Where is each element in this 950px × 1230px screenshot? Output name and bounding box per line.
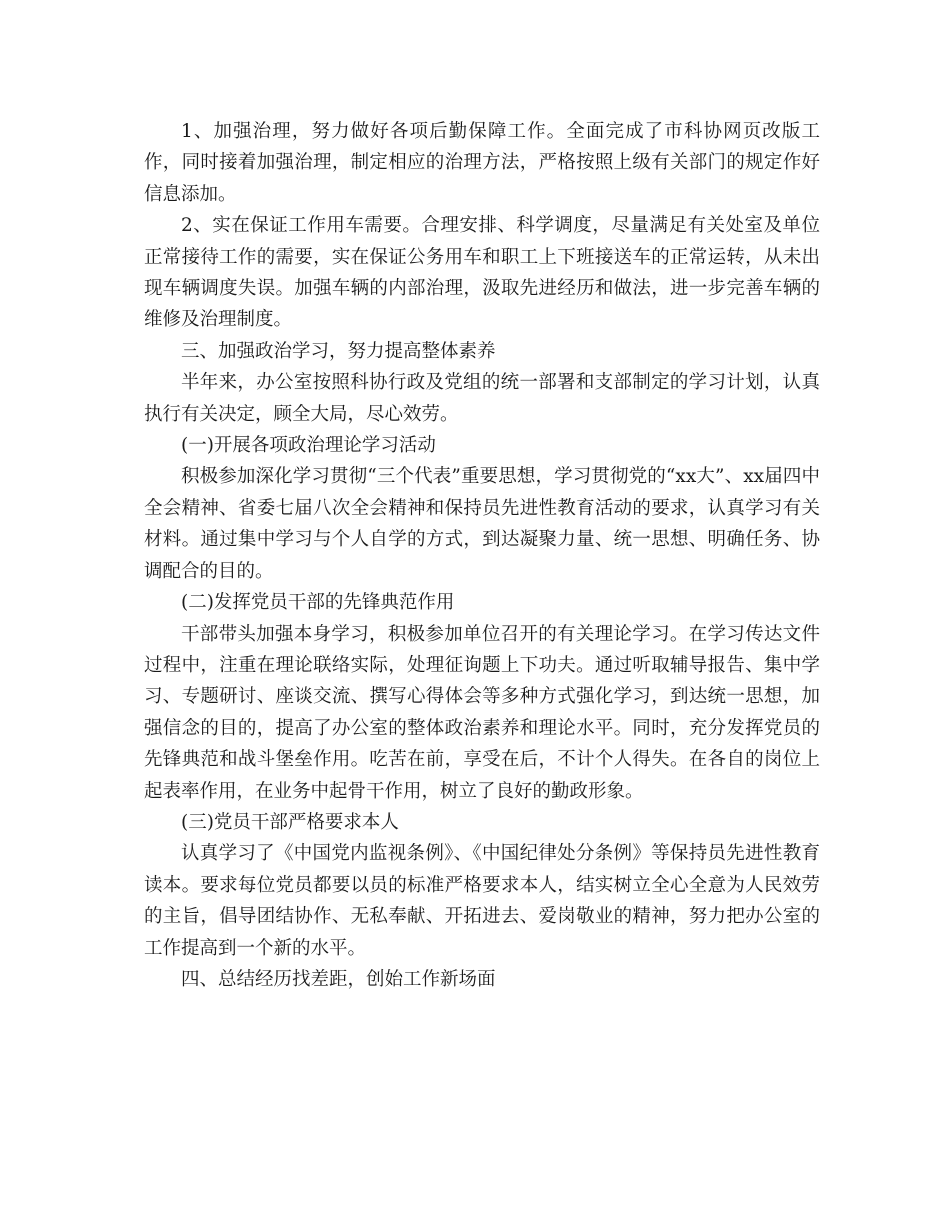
paragraph-vehicles: 2、实在保证工作用车需要。合理安排、科学调度，尽量满足有关处室及单位正常接待工作的需要，实在保证公务用车和职工上下班接送车的正常运转，从未出现车辆调度失误。加强车辆的内部治理，汲取先进经历和做法，进一步完善车辆的维修及治理制度。: [144, 215, 820, 331]
subheading-vanguard: (二)发挥党员干部的先锋典范作用: [181, 592, 455, 614]
paragraph-half-year: 半年来，办公室按照科协行政及党组的统一部署和支部制定的学习计划，认真执行有关决定，顾全大局，尽心效劳。: [144, 372, 820, 425]
paragraph-strict-requirements: 认真学习了《中国党内监视条例》、《中国纪律处分条例》等保持员先进性教育读本。要求每位党员都要以员的标准严格要求本人，结实树立全心全意为人民效劳的主旨，倡导团结协作、无私奉献、开拓进去、爱岗敬业的精神，努力把办公室的工作提高到一个新的水平。: [144, 843, 820, 959]
subheading-theory-study: (一)开展各项政治理论学习活动: [181, 435, 436, 457]
paragraph-logistics: 1、加强治理，努力做好各项后勤保障工作。全面完成了市科协网页改版工作，同时接着加强治理，制定相应的治理方法，严格按照上级有关部门的规定作好信息添加。: [144, 121, 820, 205]
section-heading-political-study: 三、加强政治学习，努力提高整体素养: [181, 340, 496, 362]
section-heading-summary: 四、总结经历找差距，创始工作新场面: [181, 968, 496, 990]
subheading-strict-requirements: (三)党员干部严格要求本人: [181, 811, 399, 833]
document-body: [144, 116, 820, 995]
paragraph-vanguard: 干部带头加强本身学习，积极参加单位召开的有关理论学习。在学习传达文件过程中，注重在理论联络实际，处理征询题上下功夫。通过听取辅导报告、集中学习、专题研讨、座谈交流、撰写心得体会等多种方式强化学习，到达统一思想，加强信念的目的，提高了办公室的整体政治素养和理论水平。同时，充分发挥党员的先锋典范和战斗堡垒作用。吃苦在前，享受在后，不计个人得失。在各自的岗位上起表率作用，在业务中起骨干作用，树立了良好的勤政形象。: [144, 623, 820, 802]
paragraph-theory-study: 积极参加深化学习贯彻“三个代表”重要思想，学习贯彻党的“xx大”、xx届四中全会精神、省委七届八次全会精神和保持员先进性教育活动的要求，认真学习有关材料。通过集中学习与个人自学的方式，到达凝聚力量、统一思想、明确任务、协调配合的目的。: [144, 466, 820, 582]
